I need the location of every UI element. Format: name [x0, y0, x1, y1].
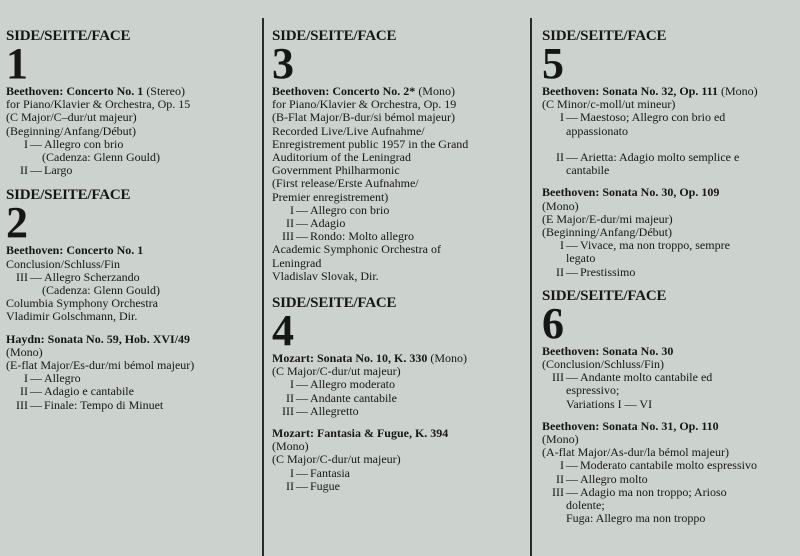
em-dash: — — [566, 150, 578, 165]
em-dash: — — [296, 478, 308, 493]
movement-text: Fugue — [310, 478, 340, 493]
movement-number: III — [16, 269, 28, 284]
work-entry — [272, 427, 522, 493]
em-dash: — — [296, 377, 308, 392]
line-text: (Mono) — [542, 432, 579, 447]
movement-number: II — [286, 478, 294, 493]
em-dash: — — [296, 202, 308, 217]
em-dash: — — [296, 216, 308, 231]
movement-number: II — [556, 264, 564, 279]
line-text: Enregistrement public 1957 in the Grand — [272, 136, 469, 151]
column-divider — [262, 18, 264, 556]
line-text: Premier enregistrement) — [272, 189, 389, 204]
column-right — [542, 28, 798, 535]
work-title — [6, 333, 256, 346]
movement-text: Arietta: Adagio molto semplice e — [580, 150, 740, 165]
movement-number: III — [282, 403, 294, 418]
performer-line: Vladislav Slovak, Dir. — [272, 268, 379, 283]
side-heading: SIDE/SEITE/FACE — [6, 187, 131, 204]
line-text: Beethoven: Sonata No. 30, Op. 109 — [542, 185, 720, 200]
movement-number: III — [16, 397, 28, 412]
performer-line: Leningrad — [272, 255, 322, 270]
work-entry — [272, 352, 522, 418]
movement-text: Adagio — [310, 216, 346, 231]
line-text: (E Major/E-dur/mi majeur) — [542, 211, 673, 226]
movement-text: Moderato cantabile molto espressivo — [580, 458, 757, 473]
movement-text: Maestoso; Allegro con brio ed — [580, 110, 726, 125]
side-number: 6 — [542, 298, 564, 348]
em-dash: — — [30, 136, 42, 151]
movement-text: Fuga: Allegro ma non troppo — [566, 511, 706, 526]
line-text: for Piano/Klavier & Orchestra, Op. 15 — [6, 97, 191, 112]
movement-number: I — [560, 458, 564, 473]
em-dash: — — [30, 371, 42, 386]
line-text: (Mono) — [6, 344, 43, 359]
movement-line — [6, 164, 256, 177]
performer-line: Vladimir Golschmann, Dir. — [6, 309, 138, 324]
movement-line — [542, 164, 798, 177]
line-text: Auditorium of the Leningrad — [272, 150, 411, 165]
em-dash: — — [296, 229, 308, 244]
movement-text: Vivace, ma non troppo, sempre — [580, 238, 730, 253]
em-dash: — — [296, 390, 308, 405]
line-suffix: (Mono) — [418, 84, 455, 98]
em-dash: — — [566, 110, 578, 125]
movement-number: I — [290, 377, 294, 392]
work-entry — [542, 420, 798, 526]
movement-text: dolente; — [566, 498, 605, 513]
em-dash: — — [30, 163, 42, 178]
line-text: Recorded Live/Live Aufnahme/ — [272, 123, 425, 138]
movement-number: I — [290, 465, 294, 480]
em-dash: — — [566, 264, 578, 279]
line-text: Beethoven: Sonata No. 30 — [542, 343, 674, 358]
movement-text: Adagio e cantabile — [44, 384, 134, 399]
movement-line — [542, 512, 798, 525]
movement-text: Adagio ma non troppo; Arioso — [580, 484, 727, 499]
movement-text: Largo — [44, 163, 73, 178]
movement-text: appassionato — [566, 123, 628, 138]
movement-line — [6, 284, 256, 297]
side-block — [542, 288, 798, 526]
line-text: (Conclusion/Schluss/Fin) — [542, 357, 665, 372]
movement-text: Prestissimo — [580, 264, 636, 279]
line-text: Government Philharmonic — [272, 163, 400, 178]
side-block — [6, 28, 256, 177]
column-middle — [272, 28, 522, 503]
work-entry — [272, 85, 522, 283]
work-entry — [542, 186, 798, 278]
side-block — [542, 28, 798, 279]
work-entry — [542, 85, 798, 177]
movement-text: Allegretto — [310, 403, 359, 418]
line-text: (First release/Erste Aufnahme/ — [272, 176, 419, 191]
work-entry — [542, 345, 798, 411]
em-dash: — — [566, 484, 578, 499]
work-entry — [6, 333, 256, 412]
movement-number: II — [286, 390, 294, 405]
em-dash: — — [566, 238, 578, 253]
movement-text: Allegro molto — [580, 471, 648, 486]
movement-text: Andante molto cantabile ed — [580, 370, 713, 385]
em-dash: — — [566, 471, 578, 486]
work-entry — [6, 244, 256, 323]
line-text: (Beginning/Anfang/Début) — [542, 225, 672, 240]
side-number: 2 — [6, 198, 28, 248]
movement-line — [542, 125, 798, 138]
movement-number: II — [286, 216, 294, 231]
movement-text: Fantasia — [310, 465, 350, 480]
movement-line — [542, 266, 798, 279]
movement-text: Rondo: Molto allegro — [310, 229, 414, 244]
line-text: (C Major/C–dur/ut majeur) — [6, 110, 137, 125]
line-text: for Piano/Klavier & Orchestra, Op. 19 — [272, 97, 457, 112]
line-text: Beethoven: Sonata No. 31, Op. 110 — [542, 418, 719, 433]
side-block — [272, 28, 522, 283]
line-text: (B-Flat Major/B-dur/si bémol majeur) — [272, 110, 455, 125]
movement-line — [272, 480, 522, 493]
line-text: (Beginning/Anfang/Début) — [6, 123, 136, 138]
side-number: 3 — [272, 39, 294, 88]
line-text: (Mono) — [272, 439, 309, 454]
performer-line: Academic Symphonic Orchestra of — [272, 242, 441, 257]
line-text: Mozart: Fantasia & Fugue, K. 394 — [272, 426, 449, 441]
side-heading: SIDE/SEITE/FACE — [542, 287, 667, 304]
em-dash: — — [30, 269, 42, 284]
movement-text: Allegro moderato — [310, 377, 395, 392]
movement-text: Variations I — VI — [566, 396, 653, 411]
movement-line — [272, 405, 522, 418]
movement-text: (Cadenza: Glenn Gould) — [42, 283, 160, 298]
side-number: 1 — [6, 39, 28, 88]
movement-text: espressivo; — [566, 383, 620, 398]
side-block — [6, 187, 256, 411]
work-title — [542, 186, 798, 199]
movement-number: II — [20, 384, 28, 399]
movement-text: Allegro — [44, 371, 81, 386]
movement-text: Finale: Tempo di Minuet — [44, 397, 164, 412]
line-suffix: (Stereo) — [146, 84, 185, 98]
movement-line — [6, 399, 256, 412]
performer-line: Columbia Symphony Orchestra — [6, 296, 158, 311]
line-text: Beethoven: Sonata No. 32, Op. 111 — [542, 84, 722, 98]
movement-number: I — [560, 238, 564, 253]
work-title — [542, 420, 798, 433]
work-entry — [6, 85, 256, 177]
line-text: Conclusion/Schluss/Fin — [6, 256, 121, 271]
movement-number: I — [24, 136, 28, 151]
em-dash: — — [566, 458, 578, 473]
column-left — [6, 28, 256, 422]
movement-number: I — [560, 110, 564, 125]
line-text: (C Major/C-dur/ut majeur) — [272, 364, 401, 379]
movement-text: Allegro con brio — [310, 202, 390, 217]
line-text: (C Major/C-dur/ut majeur) — [272, 452, 401, 467]
line-suffix: (Mono) — [721, 84, 758, 98]
em-dash: — — [296, 465, 308, 480]
movement-text: Andante cantabile — [310, 390, 397, 405]
movement-text: Allegro con brio — [44, 136, 124, 151]
em-dash: — — [30, 397, 42, 412]
line-text: Beethoven: Concerto No. 2* — [272, 84, 419, 98]
side-number: 5 — [542, 39, 564, 88]
line-text: (Mono) — [542, 198, 579, 213]
movement-number: II — [556, 471, 564, 486]
side-heading: SIDE/SEITE/FACE — [542, 28, 667, 44]
movement-number: II — [556, 150, 564, 165]
line-text: (C Minor/c-moll/ut mineur) — [542, 97, 676, 112]
em-dash: — — [296, 403, 308, 418]
line-text: Mozart: Sonata No. 10, K. 330 — [272, 351, 431, 366]
movement-text: legato — [566, 251, 596, 266]
line-text: Beethoven: Concerto No. 1 — [6, 84, 147, 98]
em-dash: — — [566, 370, 578, 385]
line-suffix: (Mono) — [430, 351, 467, 366]
movement-text: (Cadenza: Glenn Gould) — [42, 150, 160, 165]
movement-line — [542, 398, 798, 411]
movement-line — [272, 230, 522, 243]
side-heading: SIDE/SEITE/FACE — [6, 28, 131, 44]
side-number: 4 — [272, 306, 294, 356]
movement-text: Allegro Scherzando — [44, 269, 140, 284]
movement-number: III — [552, 370, 564, 385]
movement-number: III — [552, 484, 564, 499]
movement-number: III — [282, 229, 294, 244]
movement-text: cantabile — [566, 163, 610, 178]
movement-number: II — [20, 163, 28, 178]
line-text: (A-flat Major/As-dur/la bémol majeur) — [542, 445, 729, 460]
side-block — [272, 295, 522, 493]
movement-number: I — [24, 371, 28, 386]
line-text: (E-flat Major/Es-dur/mi bémol majeur) — [6, 358, 195, 373]
side-heading: SIDE/SEITE/FACE — [272, 295, 397, 312]
line-text: Beethoven: Concerto No. 1 — [6, 243, 144, 258]
work-title — [272, 427, 522, 440]
movement-number: I — [290, 202, 294, 217]
em-dash: — — [30, 384, 42, 399]
line-text: Haydn: Sonata No. 59, Hob. XVI/49 — [6, 331, 191, 346]
side-heading: SIDE/SEITE/FACE — [272, 28, 397, 44]
column-divider — [530, 18, 532, 556]
